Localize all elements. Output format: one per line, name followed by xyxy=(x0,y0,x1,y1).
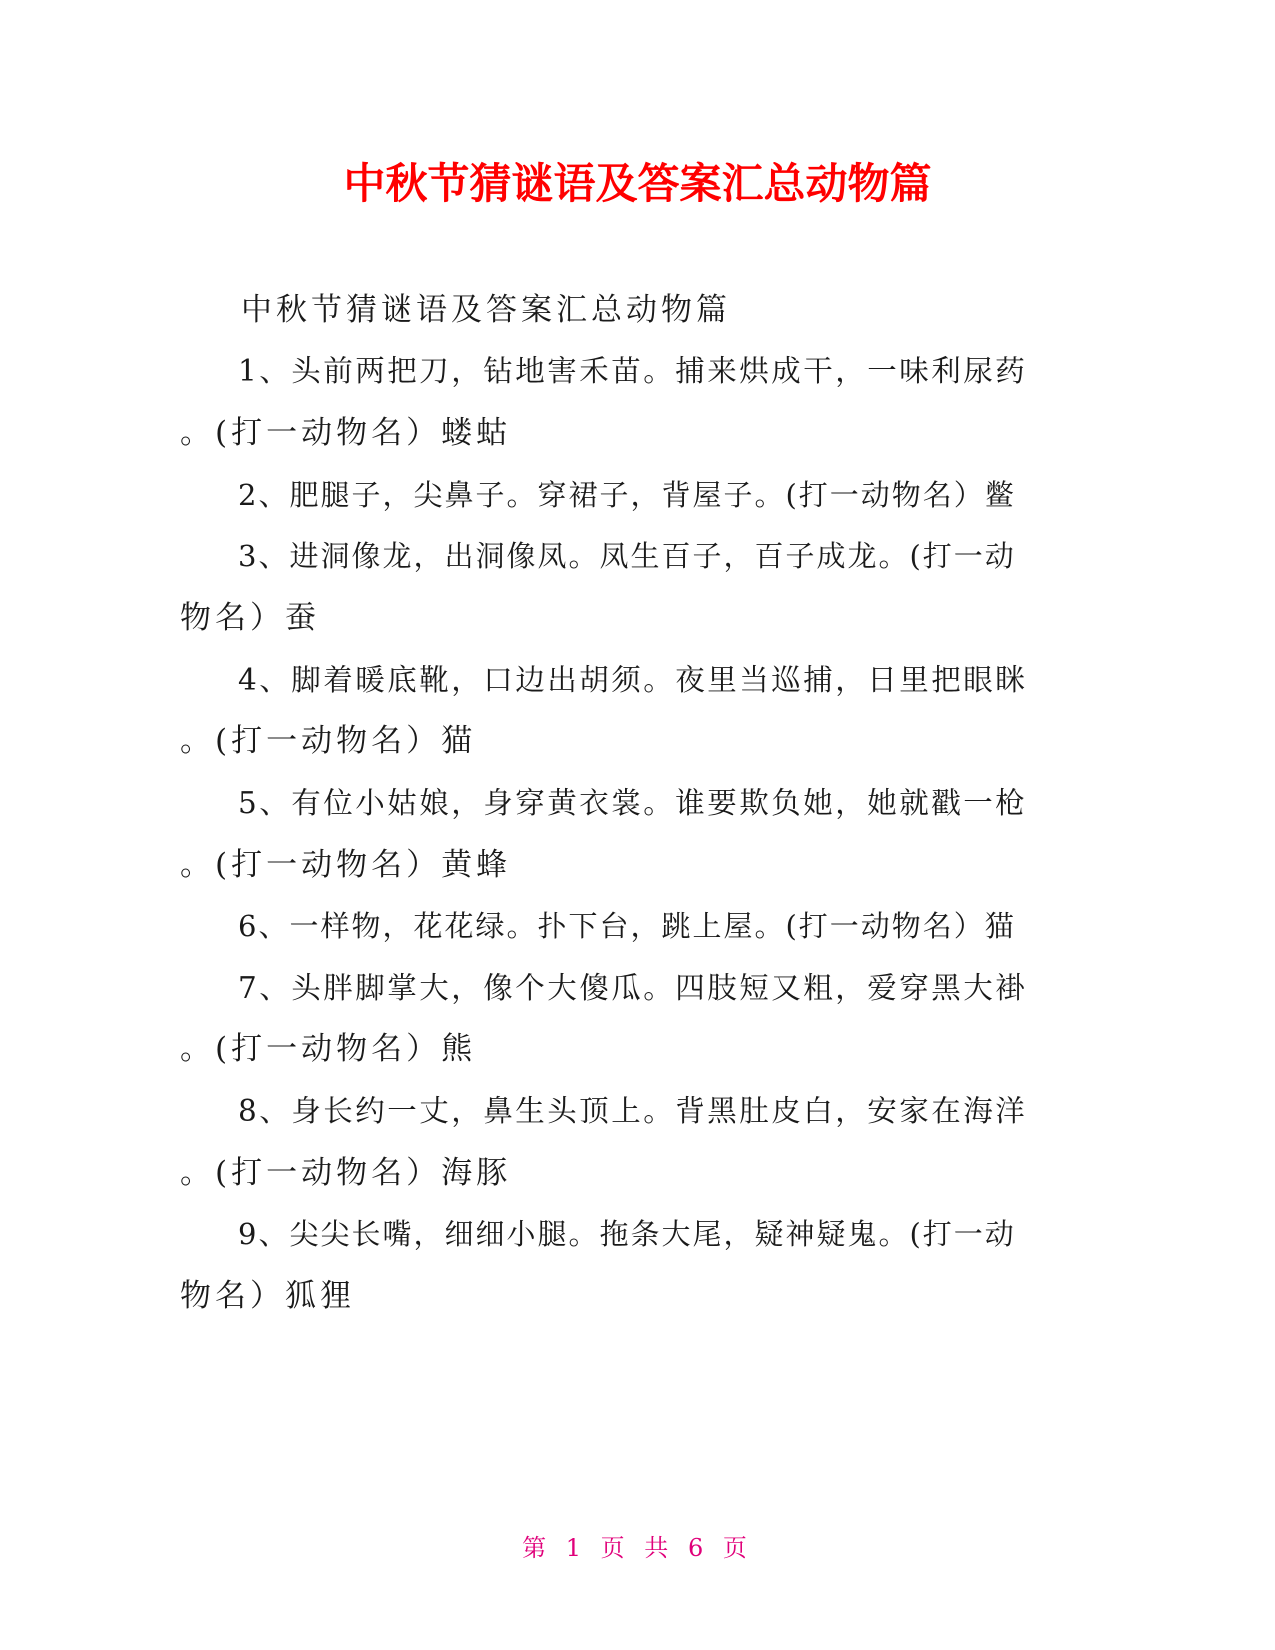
body-line: 2、肥腿子，尖鼻子。穿裙子，背屋子。(打一动物名）鳖 xyxy=(238,478,1016,512)
body-line: 8、身长约一丈，鼻生头顶上。背黑肚皮白，安家在海洋 xyxy=(238,1094,1028,1128)
body-line-subtitle: 中秋节猜谜语及答案汇总动物篇 xyxy=(241,292,731,328)
page-footer: 第 1 页 共 6 页 xyxy=(522,1534,753,1562)
body-line: 物名）蚕 xyxy=(180,600,320,636)
body-line: 。(打一动物名）熊 xyxy=(180,1031,477,1067)
body-line: 。(打一动物名）黄蜂 xyxy=(180,847,512,883)
body-line: 5、有位小姑娘，身穿黄衣裳。谁要欺负她，她就戳一枪 xyxy=(238,786,1028,820)
body-line: 7、头胖脚掌大，像个大傻瓜。四肢短又粗，爱穿黑大褂 xyxy=(238,971,1028,1005)
document-title: 中秋节猜谜语及答案汇总动物篇 xyxy=(343,159,932,208)
body-line: 。(打一动物名）蝼蛄 xyxy=(180,415,512,451)
body-line: 。(打一动物名）海豚 xyxy=(180,1155,512,1191)
body-line: 。(打一动物名）猫 xyxy=(180,723,477,759)
body-line: 9、尖尖长嘴，细细小腿。拖条大尾，疑神疑鬼。(打一动 xyxy=(238,1217,1016,1251)
body-line: 物名）狐狸 xyxy=(180,1278,355,1314)
body-line: 3、进洞像龙，出洞像凤。凤生百子，百子成龙。(打一动 xyxy=(238,539,1016,573)
body-line: 1、头前两把刀，钻地害禾苗。捕来烘成干，一味利尿药 xyxy=(238,354,1028,388)
body-line: 6、一样物，花花绿。扑下台，跳上屋。(打一动物名）猫 xyxy=(238,909,1016,943)
body-line: 4、脚着暖底靴，口边出胡须。夜里当巡捕，日里把眼眯 xyxy=(238,663,1028,697)
